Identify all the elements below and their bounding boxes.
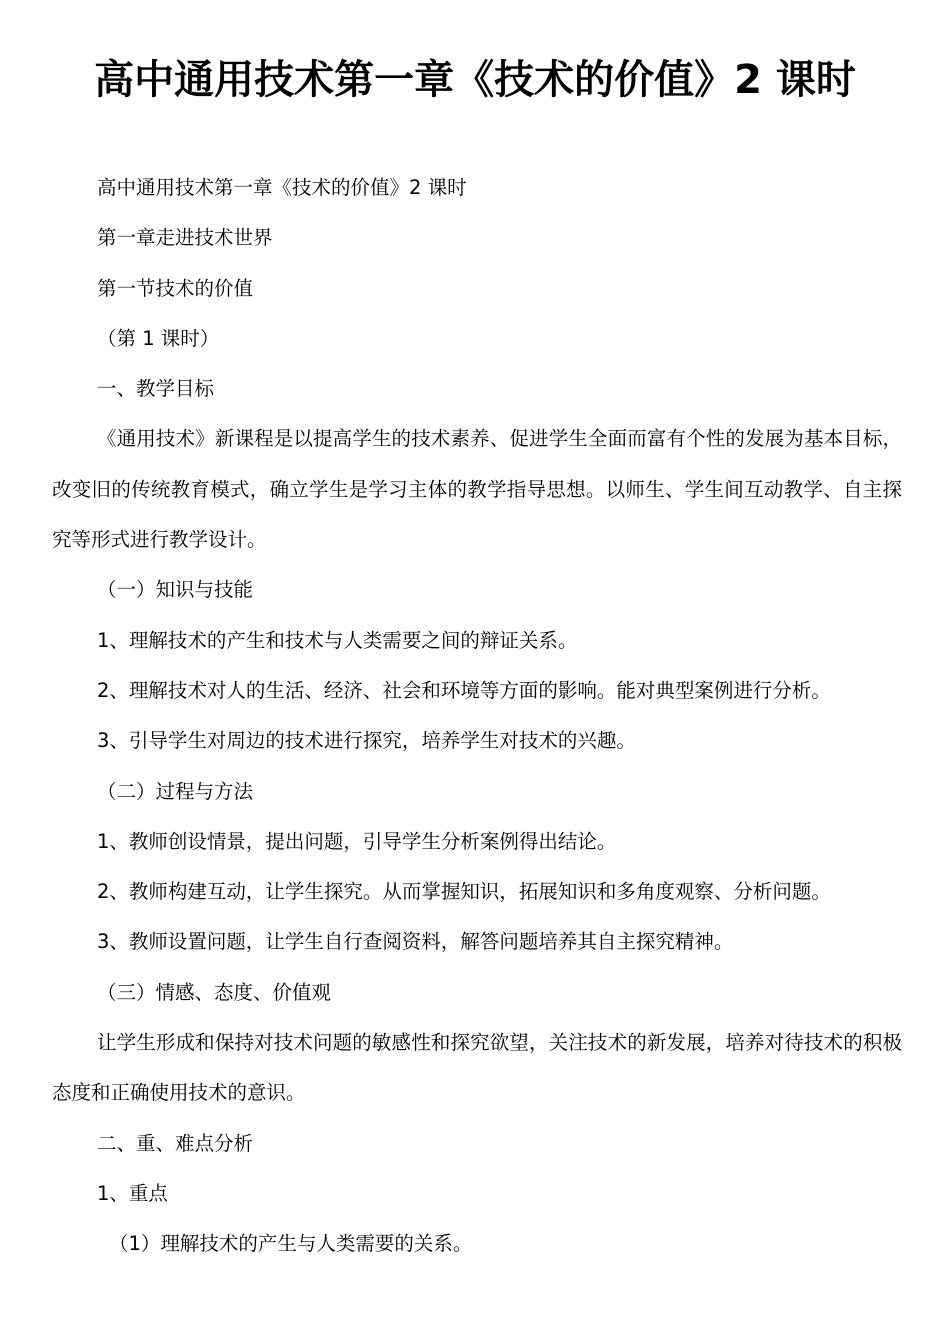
list-item: 1、理解技术的产生和技术与人类需要之间的辩证关系。 xyxy=(97,628,578,652)
attitude-values-heading: （三）情感、态度、价值观 xyxy=(97,980,332,1004)
subtitle-line: 高中通用技术第一章《技术的价值》2 课时 xyxy=(97,176,467,199)
list-item: 2、理解技术对人的生活、经济、社会和环境等方面的影响。能对典型案例进行分析。 xyxy=(97,678,831,702)
list-item: （1）理解技术的产生与人类需要的关系。 xyxy=(109,1232,473,1256)
key-points-subheading: 1、重点 xyxy=(97,1181,168,1205)
list-item: 1、教师创设情景，提出问题，引导学生分析案例得出结论。 xyxy=(97,829,617,853)
knowledge-skills-heading: （一）知识与技能 xyxy=(97,578,254,602)
key-difficult-points-heading: 二、重、难点分析 xyxy=(97,1131,254,1155)
chapter-heading: 第一章走进技术世界 xyxy=(97,226,273,250)
list-item: 3、引导学生对周边的技术进行探究，培养学生对技术的兴趣。 xyxy=(97,729,636,753)
document-title: 高中通用技术第一章《技术的价值》2 课时 xyxy=(94,57,856,103)
document-body xyxy=(52,163,902,1270)
list-item: 2、教师构建互动，让学生探究。从而掌握知识，拓展知识和多角度观察、分析问题。 xyxy=(97,880,831,904)
list-item: 3、教师设置问题，让学生自行查阅资料，解答问题培养其自主探究精神。 xyxy=(97,930,734,954)
section-heading: 第一节技术的价值 xyxy=(97,276,254,300)
intro-paragraph: 《通用技术》新课程是以提高学生的技术素养、促进学生全面而富有个性的发展为基本目标，改变旧的传统教育模式，确立学生是学习主体的教学指导思想。以师生、学生间互动教学、自主探究等形式进行教学设计。 xyxy=(52,427,902,552)
lesson-number: （第 1 课时） xyxy=(97,326,220,350)
process-method-heading: （二）过程与方法 xyxy=(97,779,254,803)
teaching-goals-heading: 一、教学目标 xyxy=(97,377,215,401)
attitude-paragraph: 让学生形成和保持对技术问题的敏感性和探究欲望，关注技术的新发展，培养对待技术的积极态度和正确使用技术的意识。 xyxy=(52,1031,902,1105)
